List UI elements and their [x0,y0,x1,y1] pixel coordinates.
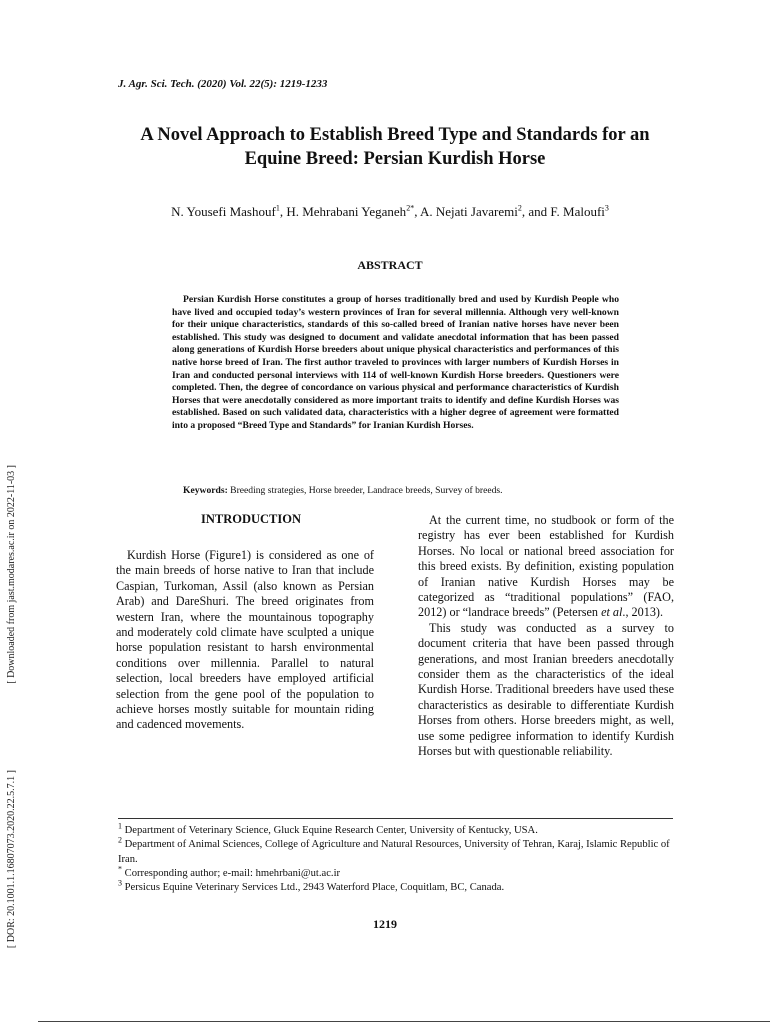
paragraph-text: At the current time, no studbook or form of the registry has ever been established for Kurdish Horses. No local or national breed association for this breed exists. By definition, existing population of Iranian native Kurdish Horses may be categorized as “traditional populations” (FAO, 2012) or “landrace breeds” (Petersen [418,513,674,620]
intro-paragraph-1: Kurdish Horse (Figure1) is considered as one of the main breeds of horse native to Iran that include Caspian, Turkoman, Assil (also known as Persian Arab) and DareShuri. The breed originates from western Iran, where the mountainous topography and moderately cold climate have sculpted a unique horse population resistant to harsh environmental conditions over millennia. Parallel to natural selection, local breeders have employed artificial selection from the gene pool of the population to achieve horses mostly suitable for mountain riding and cadenced movements. [116,548,374,732]
author-affiliation-mark: 1 [275,203,280,213]
footnote-text: Persicus Equine Veterinary Services Ltd., 2943 Waterford Place, Coquitlam, BC, Canada. [122,882,505,894]
download-side-note: [ Downloaded from jast.modares.ac.ir on 2022-11-03 ] [6,465,17,684]
author-name: N. Yousefi Mashouf [171,204,276,219]
footnote-text: Department of Animal Sciences, College of Agriculture and Natural Resources, University of Tehran, Karaj, Islamic Republic of Iran. [118,839,670,865]
footnote-text: Department of Veterinary Science, Gluck Equine Research Center, University of Kentucky, USA. [122,825,538,836]
footnote-mark: 2 [118,835,122,845]
keywords-text: Breeding strategies, Horse breeder, Landrace breeds, Survey of breeds. [230,485,503,496]
author-separator: , [414,204,420,219]
intro-paragraph-3: This study was conducted as a survey to document criteria that have been passed through generations, and most Iranian breeders anecdotally consider them as the characteristics of the ideal Kurdish Horse. Traditional breeders have used these characteristics as desirable to differentiate Kurdish Horses from others. Horse breeders might, as well, use some pedigree information to identify Kurdish Horses but with questionable reliability. [418,620,674,759]
citation-etal: et al [601,605,623,620]
author-list [110,204,670,220]
doi-side-note: [ DOR: 20.1001.1.16807073.2020.22.5.7.1 ] [6,770,17,949]
page-number: 1219 [373,917,397,931]
footnote-mark: 3 [118,878,122,888]
author-affiliation-mark: 2 [517,203,522,213]
footnote [118,864,678,881]
footnote-mark: 1 [118,821,122,831]
author-affiliation-mark: 2* [406,203,415,213]
keywords [183,485,503,496]
footnote [118,835,678,867]
paragraph-text: ., 2013). [622,605,664,620]
intro-paragraph-2 [418,513,674,621]
abstract-heading: ABSTRACT [357,258,423,272]
footnote [118,821,678,838]
bottom-divider [38,1021,770,1022]
footnotes [118,821,678,895]
footnote-mark: * [118,864,122,874]
author-separator: , [279,204,287,219]
author-name: F. Maloufi [550,204,605,219]
right-column [418,513,674,760]
abstract-body: Persian Kurdish Horse constitutes a group of horses traditionally bred and used by Kurdish People who have lived and occupied today’s western provinces of Iran for several millennia. Although very well-known for their unique characteristics, standards of this so-called breed of Iranian native horses have never been established. This study was designed to document and validate anecdotal information that has been passed along generations of Kurdish Horse breeders about unique physical characteristics and performances of this native horse breed of Iran. The first author traveled to provinces with larger numbers of Kurdish Horses in Iran and conducted personal interviews with 114 of well-known Kurdish Horse breeders. Questioners were completed. Then, the degree of concordance on various physical and performance characteristics of Kurdish Horses that were anecdotally considered as more important traits to identify and define Kurdish Horses was established. Based on such validated data, characteristics with a higher degree of agreement were formatted into a proposed “Breed Type and Standards” for Iranian Kurdish Horses. [172,294,619,431]
footnote-divider [118,818,673,819]
footnote-text: Corresponding author; e-mail: hmehrbani@ut.ac.ir [122,867,341,879]
keywords-label: Keywords: [183,485,228,496]
journal-reference: J. Agr. Sci. Tech. (2020) Vol. 22(5): 1219-1233 [118,78,328,90]
author-separator: , and [521,204,551,219]
author-name: H. Mehrabani Yeganeh [286,204,407,219]
author-name: A. Nejati Javaremi [419,204,518,219]
left-column [116,548,374,733]
paper-title: A Novel Approach to Establish Breed Type and Standards for an Equine Breed: Persian Kurdish Horse [140,125,650,169]
footnote [118,878,678,895]
introduction-heading: INTRODUCTION [200,512,301,526]
author-affiliation-mark: 3 [604,203,609,213]
